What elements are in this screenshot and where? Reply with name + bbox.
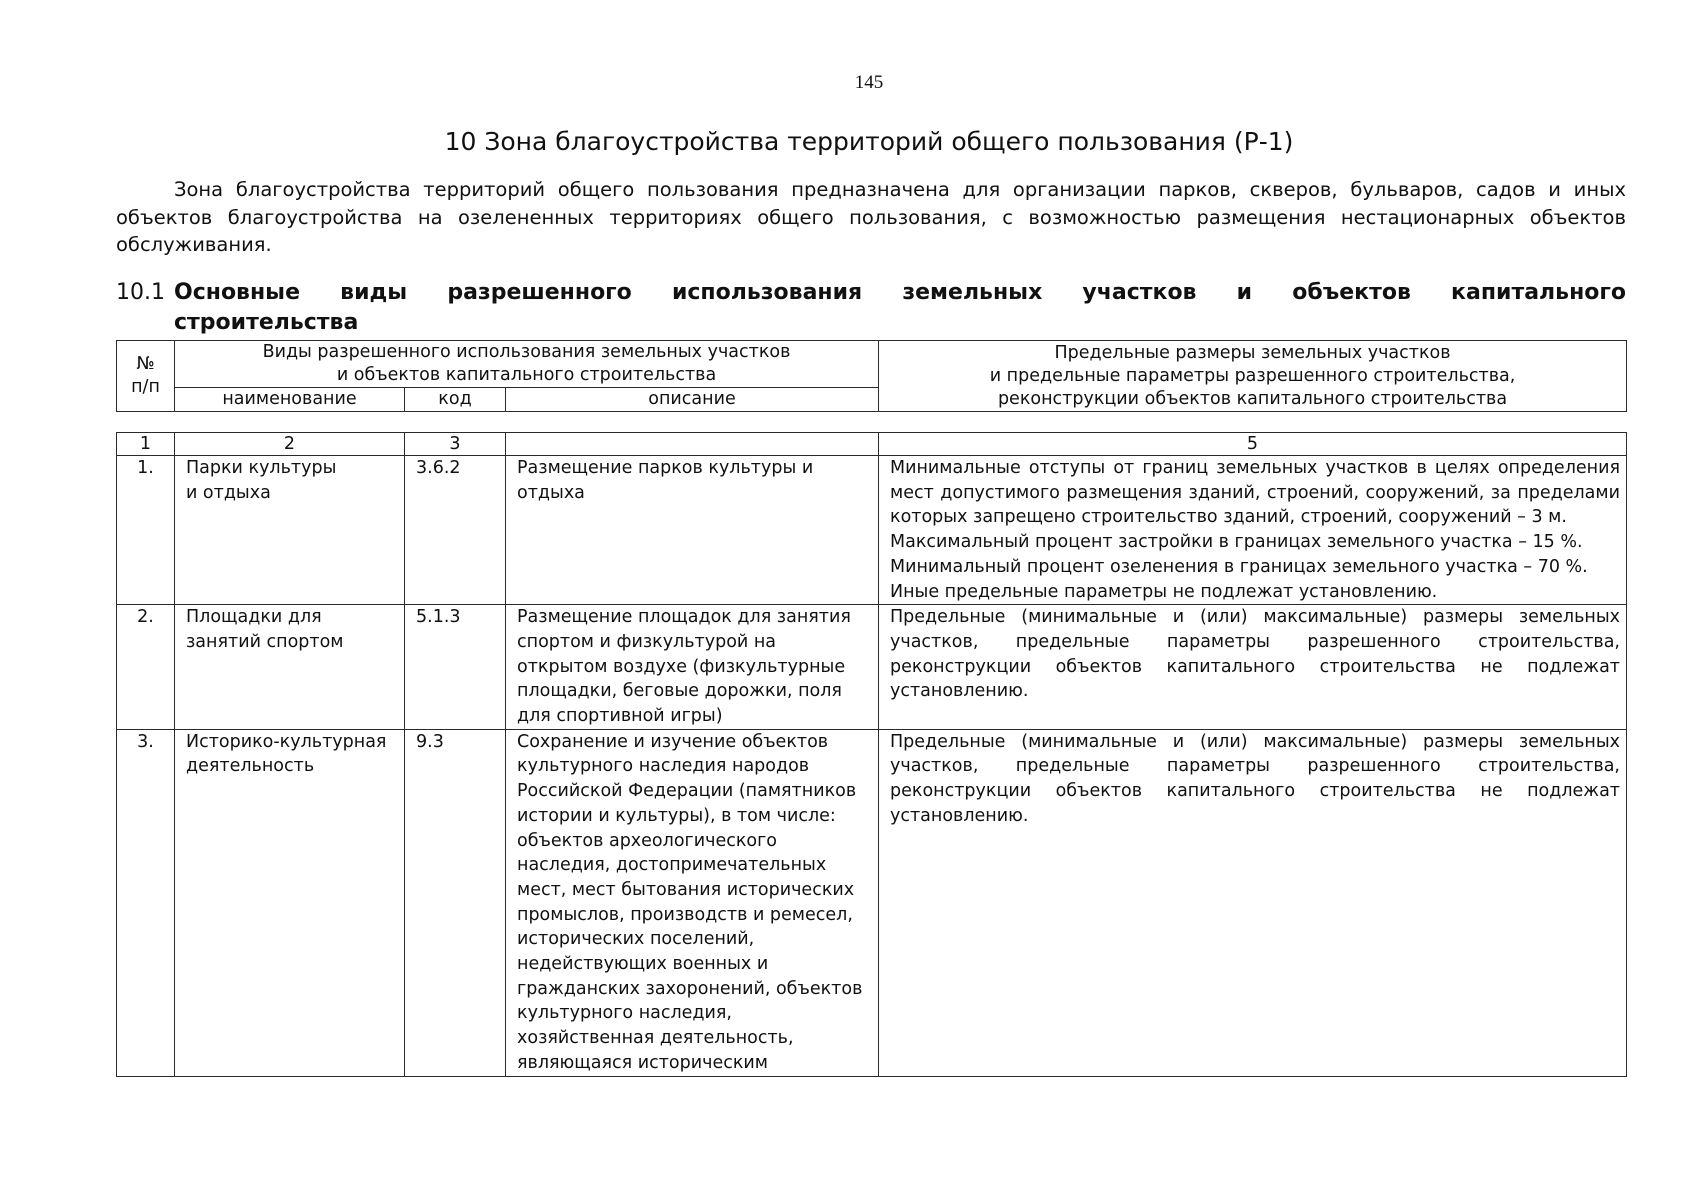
use-limits (879, 456, 1627, 605)
limits-header-line: Предельные размеры земельных участков (1054, 342, 1451, 363)
column-number: 5 (879, 433, 1627, 456)
description-line: Сохранение и изучение объектов (517, 731, 829, 752)
column-number-row (117, 433, 1627, 456)
description-line: истории и культуры), в том числе: (517, 805, 836, 826)
description-line: отдыха (517, 482, 585, 503)
section-title (174, 278, 1626, 338)
limits-paragraph: Предельные (минимальные и (или) максимальные) размеры земельных участков, предельные параметры разрешенного строительства, реконструкции объектов капитального строительства не подлежат установлению. (890, 731, 1620, 826)
types-group-header (175, 341, 879, 388)
use-description (506, 456, 879, 605)
description-line: хозяйственная деятельность, (517, 1028, 794, 1049)
page-number: 145 (854, 72, 884, 93)
description-line: гражданских захоронений, объектов (517, 978, 863, 999)
limits-header-line: и предельные параметры разрешенного строительства, (989, 365, 1516, 386)
use-name-line: деятельность (186, 756, 315, 777)
section-title-line-2: строительства (174, 310, 359, 335)
section-number: 10.1 (116, 280, 165, 305)
limits-header (879, 341, 1627, 412)
use-code: 5.1.3 (405, 605, 506, 730)
use-code: 9.3 (405, 729, 506, 1076)
header-table (116, 340, 1627, 412)
use-name (175, 729, 405, 1076)
num-header-line: № (136, 354, 155, 374)
table-row (117, 456, 1627, 605)
description-line: являющаяся историческим (517, 1052, 768, 1073)
use-name-line: занятий спортом (186, 631, 344, 652)
use-name (175, 605, 405, 730)
description-line: объектов археологического (517, 830, 778, 851)
use-name-line: Площадки для (186, 607, 322, 628)
use-name (175, 456, 405, 605)
use-description (506, 729, 879, 1076)
description-line: промыслов, производств и ремесел, (517, 904, 853, 925)
use-description (506, 605, 879, 730)
column-number: 2 (175, 433, 405, 456)
description-line: недействующих военных и (517, 954, 769, 975)
row-number: 1. (117, 456, 175, 605)
table-row (117, 729, 1627, 1076)
types-header-line: Виды разрешенного использования земельных участков (262, 342, 791, 362)
row-number: 2. (117, 605, 175, 730)
name-header: наименование (175, 388, 405, 412)
section-title-line-1: Основные виды разрешенного использования земельных участков и объектов капитального (174, 280, 1626, 305)
use-name-line: Парки культуры (186, 458, 337, 478)
description-line: наследия, достопримечательных (517, 855, 827, 876)
description-line: площадки, беговые дорожки, поля (517, 681, 842, 702)
use-name-line: и отдыха (186, 482, 271, 503)
limits-paragraph: Иные предельные параметры не подлежат установлению. (890, 581, 1438, 602)
description-header: описание (506, 388, 879, 412)
row-number: 3. (117, 729, 175, 1076)
description-line: Размещение площадок для занятия (517, 607, 851, 628)
description-line: культурного наследия, (517, 1003, 732, 1024)
description-line: спортом и физкультурой на (517, 631, 777, 652)
column-number: 3 (405, 433, 506, 456)
description-line: открытом воздухе (физкультурные (517, 656, 846, 677)
use-name-line: Историко-культурная (186, 731, 387, 752)
code-header: код (405, 388, 506, 412)
column-number (506, 433, 879, 456)
zone-title: 10 Зона благоустройства территорий общего пользования (Р-1) (444, 127, 1294, 156)
limits-paragraph: Максимальный процент застройки в границах земельного участка – 15 %. (890, 532, 1583, 553)
intro-paragraph: Зона благоустройства территорий общего пользования предназначена для организации парков, скверов, бульваров, садов и иных объектов благоустройства на озелененных территориях общего пользования, с возможностью размещения нестационарных объектов обслуживания. (116, 178, 1626, 256)
types-header-line: и объектов капитального строительства (336, 365, 717, 385)
limits-paragraph: Предельные (минимальные и (или) максимальные) размеры земельных участков, предельные параметры разрешенного строительства, реконструкции объектов капитального строительства не подлежат установлению. (890, 607, 1620, 702)
description-line: Российской Федерации (памятников (517, 781, 857, 802)
column-number: 1 (117, 433, 175, 456)
limits-header-line: реконструкции объектов капитального строительства (997, 388, 1508, 409)
num-header-line: п/п (131, 377, 160, 397)
description-line: культурного наследия народов (517, 756, 810, 777)
use-limits (879, 605, 1627, 730)
limits-paragraph: Минимальный процент озеленения в границах земельного участка – 70 %. (890, 556, 1588, 577)
use-limits (879, 729, 1627, 1076)
description-line: Размещение парков культуры и (517, 458, 814, 478)
description-line: для спортивной игры) (517, 706, 723, 727)
table-row (117, 605, 1627, 730)
land-use-table (116, 432, 1627, 1077)
description-line: исторических поселений, (517, 929, 755, 950)
use-code: 3.6.2 (405, 456, 506, 605)
description-line: мест, мест бытования исторических (517, 879, 855, 900)
num-header (117, 341, 175, 412)
limits-paragraph: Минимальные отступы от границ земельных участков в целях определения мест допустимого размещения зданий, строений, сооружений, за пределами которых запрещено строительство зданий, строений, сооружений – 3 м. (890, 458, 1620, 528)
